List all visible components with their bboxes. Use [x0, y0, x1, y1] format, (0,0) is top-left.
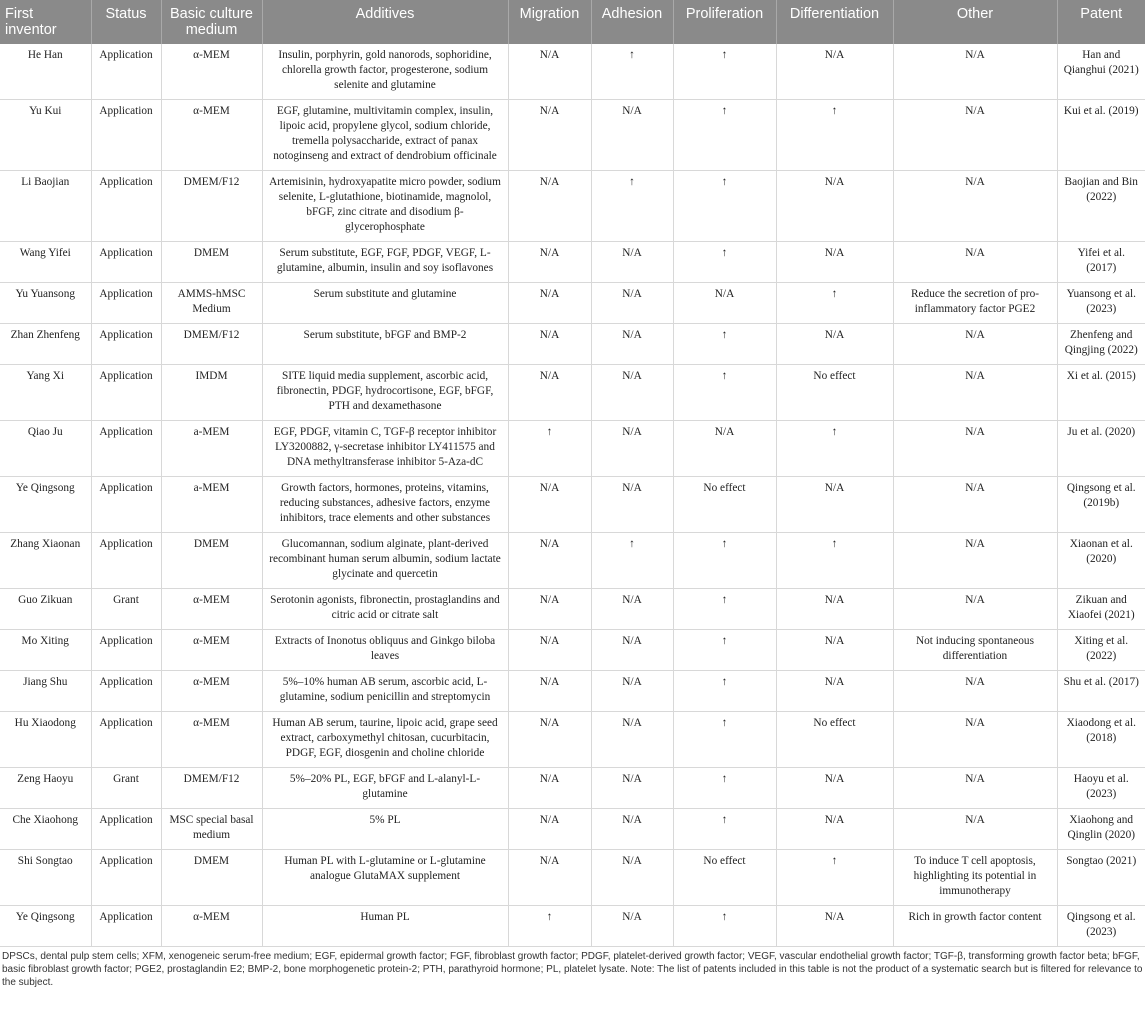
cell-patent: Han and Qianghui (2021) [1057, 44, 1145, 100]
cell-migration: N/A [508, 630, 591, 671]
cell-differentiation: N/A [776, 671, 893, 712]
cell-proliferation: ↑ [673, 589, 776, 630]
cell-first-inventor: Yu Kui [0, 100, 91, 171]
cell-patent: Yifei et al. (2017) [1057, 242, 1145, 283]
cell-first-inventor: Guo Zikuan [0, 589, 91, 630]
cell-additives: Serum substitute and glutamine [262, 283, 508, 324]
cell-differentiation: N/A [776, 809, 893, 850]
table-row [0, 477, 1145, 533]
cell-migration: N/A [508, 850, 591, 906]
cell-status: Application [91, 533, 161, 589]
column-header-adhesion: Adhesion [591, 0, 673, 44]
cell-patent: Xi et al. (2015) [1057, 365, 1145, 421]
cell-basic-culture-medium: a-MEM [161, 477, 262, 533]
cell-basic-culture-medium: α-MEM [161, 100, 262, 171]
table-row [0, 712, 1145, 768]
table-row [0, 365, 1145, 421]
header-row [0, 0, 1145, 44]
cell-other: N/A [893, 477, 1057, 533]
cell-first-inventor: Mo Xiting [0, 630, 91, 671]
table-row [0, 533, 1145, 589]
cell-differentiation: No effect [776, 365, 893, 421]
cell-basic-culture-medium: DMEM [161, 533, 262, 589]
cell-other: N/A [893, 671, 1057, 712]
cell-migration: N/A [508, 242, 591, 283]
cell-differentiation: N/A [776, 242, 893, 283]
cell-first-inventor: Jiang Shu [0, 671, 91, 712]
cell-adhesion: N/A [591, 421, 673, 477]
cell-status: Application [91, 850, 161, 906]
cell-proliferation: ↑ [673, 171, 776, 242]
cell-patent: Kui et al. (2019) [1057, 100, 1145, 171]
column-header-status: Status [91, 0, 161, 44]
cell-status: Application [91, 44, 161, 100]
cell-patent: Baojian and Bin (2022) [1057, 171, 1145, 242]
cell-basic-culture-medium: IMDM [161, 365, 262, 421]
cell-differentiation: ↑ [776, 283, 893, 324]
cell-additives: Extracts of Inonotus obliquus and Ginkgo biloba leaves [262, 630, 508, 671]
cell-adhesion: N/A [591, 671, 673, 712]
cell-status: Application [91, 171, 161, 242]
cell-differentiation: N/A [776, 630, 893, 671]
cell-other: N/A [893, 44, 1057, 100]
cell-differentiation: N/A [776, 324, 893, 365]
cell-differentiation: ↑ [776, 533, 893, 589]
cell-migration: N/A [508, 44, 591, 100]
cell-migration: N/A [508, 283, 591, 324]
table-row [0, 768, 1145, 809]
cell-first-inventor: Yu Yuansong [0, 283, 91, 324]
cell-basic-culture-medium: α-MEM [161, 589, 262, 630]
cell-proliferation: ↑ [673, 242, 776, 283]
cell-other: Rich in growth factor content [893, 906, 1057, 947]
cell-status: Application [91, 477, 161, 533]
cell-migration: N/A [508, 477, 591, 533]
cell-adhesion: N/A [591, 283, 673, 324]
cell-first-inventor: Yang Xi [0, 365, 91, 421]
cell-patent: Songtao (2021) [1057, 850, 1145, 906]
table-row [0, 242, 1145, 283]
cell-other: N/A [893, 809, 1057, 850]
cell-migration: N/A [508, 171, 591, 242]
cell-migration: N/A [508, 365, 591, 421]
cell-other: N/A [893, 533, 1057, 589]
cell-status: Application [91, 283, 161, 324]
cell-differentiation: N/A [776, 171, 893, 242]
cell-other: Not inducing spontaneous differentiation [893, 630, 1057, 671]
table-row [0, 171, 1145, 242]
cell-other: To induce T cell apoptosis, highlighting its potential in immunotherapy [893, 850, 1057, 906]
cell-patent: Xiaonan et al. (2020) [1057, 533, 1145, 589]
cell-other: N/A [893, 100, 1057, 171]
cell-adhesion: N/A [591, 324, 673, 365]
cell-additives: 5%–10% human AB serum, ascorbic acid, L-glutamine, sodium penicillin and streptomycin [262, 671, 508, 712]
cell-patent: Xiting et al. (2022) [1057, 630, 1145, 671]
cell-differentiation: N/A [776, 768, 893, 809]
cell-adhesion: ↑ [591, 171, 673, 242]
cell-first-inventor: Ye Qingsong [0, 477, 91, 533]
cell-basic-culture-medium: DMEM/F12 [161, 324, 262, 365]
cell-additives: EGF, PDGF, vitamin C, TGF-β receptor inhibitor LY3200882, γ-secretase inhibitor LY411575 and DNA methyltransferase inhibitor 5-Aza-dC [262, 421, 508, 477]
cell-migration: N/A [508, 533, 591, 589]
cell-adhesion: N/A [591, 365, 673, 421]
cell-other: N/A [893, 768, 1057, 809]
cell-other: N/A [893, 324, 1057, 365]
cell-basic-culture-medium: a-MEM [161, 421, 262, 477]
cell-status: Application [91, 671, 161, 712]
cell-first-inventor: Zhang Xiaonan [0, 533, 91, 589]
cell-additives: Artemisinin, hydroxyapatite micro powder, sodium selenite, L-glutathione, biotinamide, magnolol, bFGF, zinc citrate and disodium β-glycerophosphate [262, 171, 508, 242]
cell-basic-culture-medium: α-MEM [161, 630, 262, 671]
cell-migration: N/A [508, 589, 591, 630]
cell-basic-culture-medium: α-MEM [161, 44, 262, 100]
cell-basic-culture-medium: AMMS-hMSC Medium [161, 283, 262, 324]
cell-proliferation: ↑ [673, 365, 776, 421]
cell-adhesion: N/A [591, 100, 673, 171]
table-row [0, 100, 1145, 171]
cell-proliferation: ↑ [673, 809, 776, 850]
cell-first-inventor: Ye Qingsong [0, 906, 91, 947]
cell-additives: 5% PL [262, 809, 508, 850]
table-header [0, 0, 1145, 44]
cell-first-inventor: Che Xiaohong [0, 809, 91, 850]
cell-patent: Qingsong et al. (2023) [1057, 906, 1145, 947]
cell-differentiation: No effect [776, 712, 893, 768]
table-body [0, 44, 1145, 947]
cell-differentiation: N/A [776, 589, 893, 630]
cell-other: N/A [893, 171, 1057, 242]
cell-adhesion: N/A [591, 906, 673, 947]
cell-additives: 5%–20% PL, EGF, bFGF and L-alanyl-L-glutamine [262, 768, 508, 809]
cell-adhesion: ↑ [591, 44, 673, 100]
cell-patent: Qingsong et al. (2019b) [1057, 477, 1145, 533]
table-row [0, 850, 1145, 906]
cell-patent: Haoyu et al. (2023) [1057, 768, 1145, 809]
cell-first-inventor: Li Baojian [0, 171, 91, 242]
cell-patent: Zikuan and Xiaofei (2021) [1057, 589, 1145, 630]
cell-patent: Xiaohong and Qinglin (2020) [1057, 809, 1145, 850]
cell-other: N/A [893, 365, 1057, 421]
cell-status: Application [91, 324, 161, 365]
cell-migration: ↑ [508, 421, 591, 477]
cell-adhesion: N/A [591, 630, 673, 671]
cell-differentiation: N/A [776, 906, 893, 947]
table-row [0, 589, 1145, 630]
table-footnote: DPSCs, dental pulp stem cells; XFM, xenogeneic serum-free medium; EGF, epidermal growth factor; FGF, fibroblast growth factor; PDGF, platelet-derived growth factor; VEGF, vascular endothelial growth factor; TGF-β, transforming growth factor beta; bFGF, basic fibroblast growth factor; PGE2, prostaglandin E2; BMP-2, bone morphogenetic protein-2; PTH, parathyroid hormone; PL, platelet lysate. Note: The list of patents included in this table is not the product of a systematic search but is filtered for relevance to the subject. [2, 951, 1143, 988]
cell-status: Application [91, 100, 161, 171]
cell-status: Grant [91, 768, 161, 809]
cell-basic-culture-medium: α-MEM [161, 671, 262, 712]
cell-migration: N/A [508, 100, 591, 171]
column-header-differentiation: Differentiation [776, 0, 893, 44]
cell-proliferation: ↑ [673, 630, 776, 671]
cell-proliferation: N/A [673, 421, 776, 477]
cell-additives: Human PL with L-glutamine or L-glutamine analogue GlutaMAX supplement [262, 850, 508, 906]
cell-differentiation: ↑ [776, 100, 893, 171]
cell-differentiation: ↑ [776, 850, 893, 906]
cell-differentiation: N/A [776, 44, 893, 100]
cell-status: Application [91, 712, 161, 768]
cell-proliferation: ↑ [673, 671, 776, 712]
cell-additives: SITE liquid media supplement, ascorbic acid, fibronectin, PDGF, hydrocortisone, EGF, bFGF, PTH and dexamethasone [262, 365, 508, 421]
cell-migration: ↑ [508, 906, 591, 947]
cell-other: N/A [893, 712, 1057, 768]
cell-status: Application [91, 421, 161, 477]
cell-proliferation: ↑ [673, 906, 776, 947]
cell-proliferation: No effect [673, 850, 776, 906]
cell-differentiation: ↑ [776, 421, 893, 477]
cell-status: Application [91, 630, 161, 671]
cell-additives: Serotonin agonists, fibronectin, prostaglandins and citric acid or citrate salt [262, 589, 508, 630]
cell-first-inventor: He Han [0, 44, 91, 100]
cell-adhesion: N/A [591, 809, 673, 850]
cell-basic-culture-medium: α-MEM [161, 906, 262, 947]
cell-patent: Xiaodong et al. (2018) [1057, 712, 1145, 768]
cell-proliferation: ↑ [673, 324, 776, 365]
cell-additives: Serum substitute, EGF, FGF, PDGF, VEGF, L-glutamine, albumin, insulin and soy isoflavones [262, 242, 508, 283]
column-header-first-inventor: First inventor [0, 0, 91, 44]
cell-adhesion: N/A [591, 768, 673, 809]
cell-status: Application [91, 242, 161, 283]
cell-status: Application [91, 906, 161, 947]
column-header-other: Other [893, 0, 1057, 44]
cell-migration: N/A [508, 809, 591, 850]
cell-additives: Human PL [262, 906, 508, 947]
table-row [0, 421, 1145, 477]
cell-other: N/A [893, 421, 1057, 477]
cell-basic-culture-medium: DMEM/F12 [161, 768, 262, 809]
cell-adhesion: N/A [591, 850, 673, 906]
column-header-basic-culture-medium: Basic culture medium [161, 0, 262, 44]
cell-basic-culture-medium: DMEM [161, 850, 262, 906]
cell-first-inventor: Qiao Ju [0, 421, 91, 477]
cell-patent: Shu et al. (2017) [1057, 671, 1145, 712]
cell-other: N/A [893, 242, 1057, 283]
cell-proliferation: ↑ [673, 768, 776, 809]
cell-patent: Zhenfeng and Qingjing (2022) [1057, 324, 1145, 365]
cell-proliferation: ↑ [673, 533, 776, 589]
cell-status: Application [91, 809, 161, 850]
table-row [0, 44, 1145, 100]
cell-migration: N/A [508, 768, 591, 809]
cell-additives: Human AB serum, taurine, lipoic acid, grape seed extract, carboxymethyl chitosan, cucurbitacin, PDGF, EGF, diosgenin and choline chloride [262, 712, 508, 768]
column-header-patent: Patent [1057, 0, 1145, 44]
table-row [0, 809, 1145, 850]
cell-first-inventor: Shi Songtao [0, 850, 91, 906]
cell-patent: Yuansong et al. (2023) [1057, 283, 1145, 324]
cell-first-inventor: Wang Yifei [0, 242, 91, 283]
table-row [0, 324, 1145, 365]
cell-migration: N/A [508, 324, 591, 365]
cell-status: Application [91, 365, 161, 421]
cell-differentiation: N/A [776, 477, 893, 533]
cell-proliferation: No effect [673, 477, 776, 533]
cell-adhesion: N/A [591, 477, 673, 533]
table-row [0, 671, 1145, 712]
cell-basic-culture-medium: α-MEM [161, 712, 262, 768]
cell-proliferation: N/A [673, 283, 776, 324]
cell-basic-culture-medium: DMEM/F12 [161, 171, 262, 242]
cell-additives: Insulin, porphyrin, gold nanorods, sophoridine, chlorella growth factor, progesterone, sodium selenite and glutamine [262, 44, 508, 100]
cell-first-inventor: Zhan Zhenfeng [0, 324, 91, 365]
table-row [0, 906, 1145, 947]
cell-basic-culture-medium: DMEM [161, 242, 262, 283]
cell-proliferation: ↑ [673, 712, 776, 768]
cell-adhesion: N/A [591, 589, 673, 630]
cell-other: Reduce the secretion of pro-inflammatory factor PGE2 [893, 283, 1057, 324]
cell-migration: N/A [508, 671, 591, 712]
cell-first-inventor: Hu Xiaodong [0, 712, 91, 768]
column-header-proliferation: Proliferation [673, 0, 776, 44]
cell-first-inventor: Zeng Haoyu [0, 768, 91, 809]
cell-additives: Glucomannan, sodium alginate, plant-derived recombinant human serum albumin, sodium lactate glycinate and quercetin [262, 533, 508, 589]
cell-additives: Growth factors, hormones, proteins, vitamins, reducing substances, adhesive factors, enzyme inhibitors, trace elements and other substances [262, 477, 508, 533]
column-header-migration: Migration [508, 0, 591, 44]
cell-proliferation: ↑ [673, 100, 776, 171]
table-row [0, 283, 1145, 324]
cell-status: Grant [91, 589, 161, 630]
cell-adhesion: N/A [591, 712, 673, 768]
cell-additives: EGF, glutamine, multivitamin complex, insulin, lipoic acid, propylene glycol, sodium chloride, tremella polysaccharide, extract of panax notoginseng and extract of dendrobium officinale [262, 100, 508, 171]
cell-other: N/A [893, 589, 1057, 630]
cell-patent: Ju et al. (2020) [1057, 421, 1145, 477]
cell-adhesion: N/A [591, 242, 673, 283]
cell-additives: Serum substitute, bFGF and BMP-2 [262, 324, 508, 365]
cell-adhesion: ↑ [591, 533, 673, 589]
cell-proliferation: ↑ [673, 44, 776, 100]
cell-migration: N/A [508, 712, 591, 768]
table-row [0, 630, 1145, 671]
cell-basic-culture-medium: MSC special basal medium [161, 809, 262, 850]
column-header-additives: Additives [262, 0, 508, 44]
